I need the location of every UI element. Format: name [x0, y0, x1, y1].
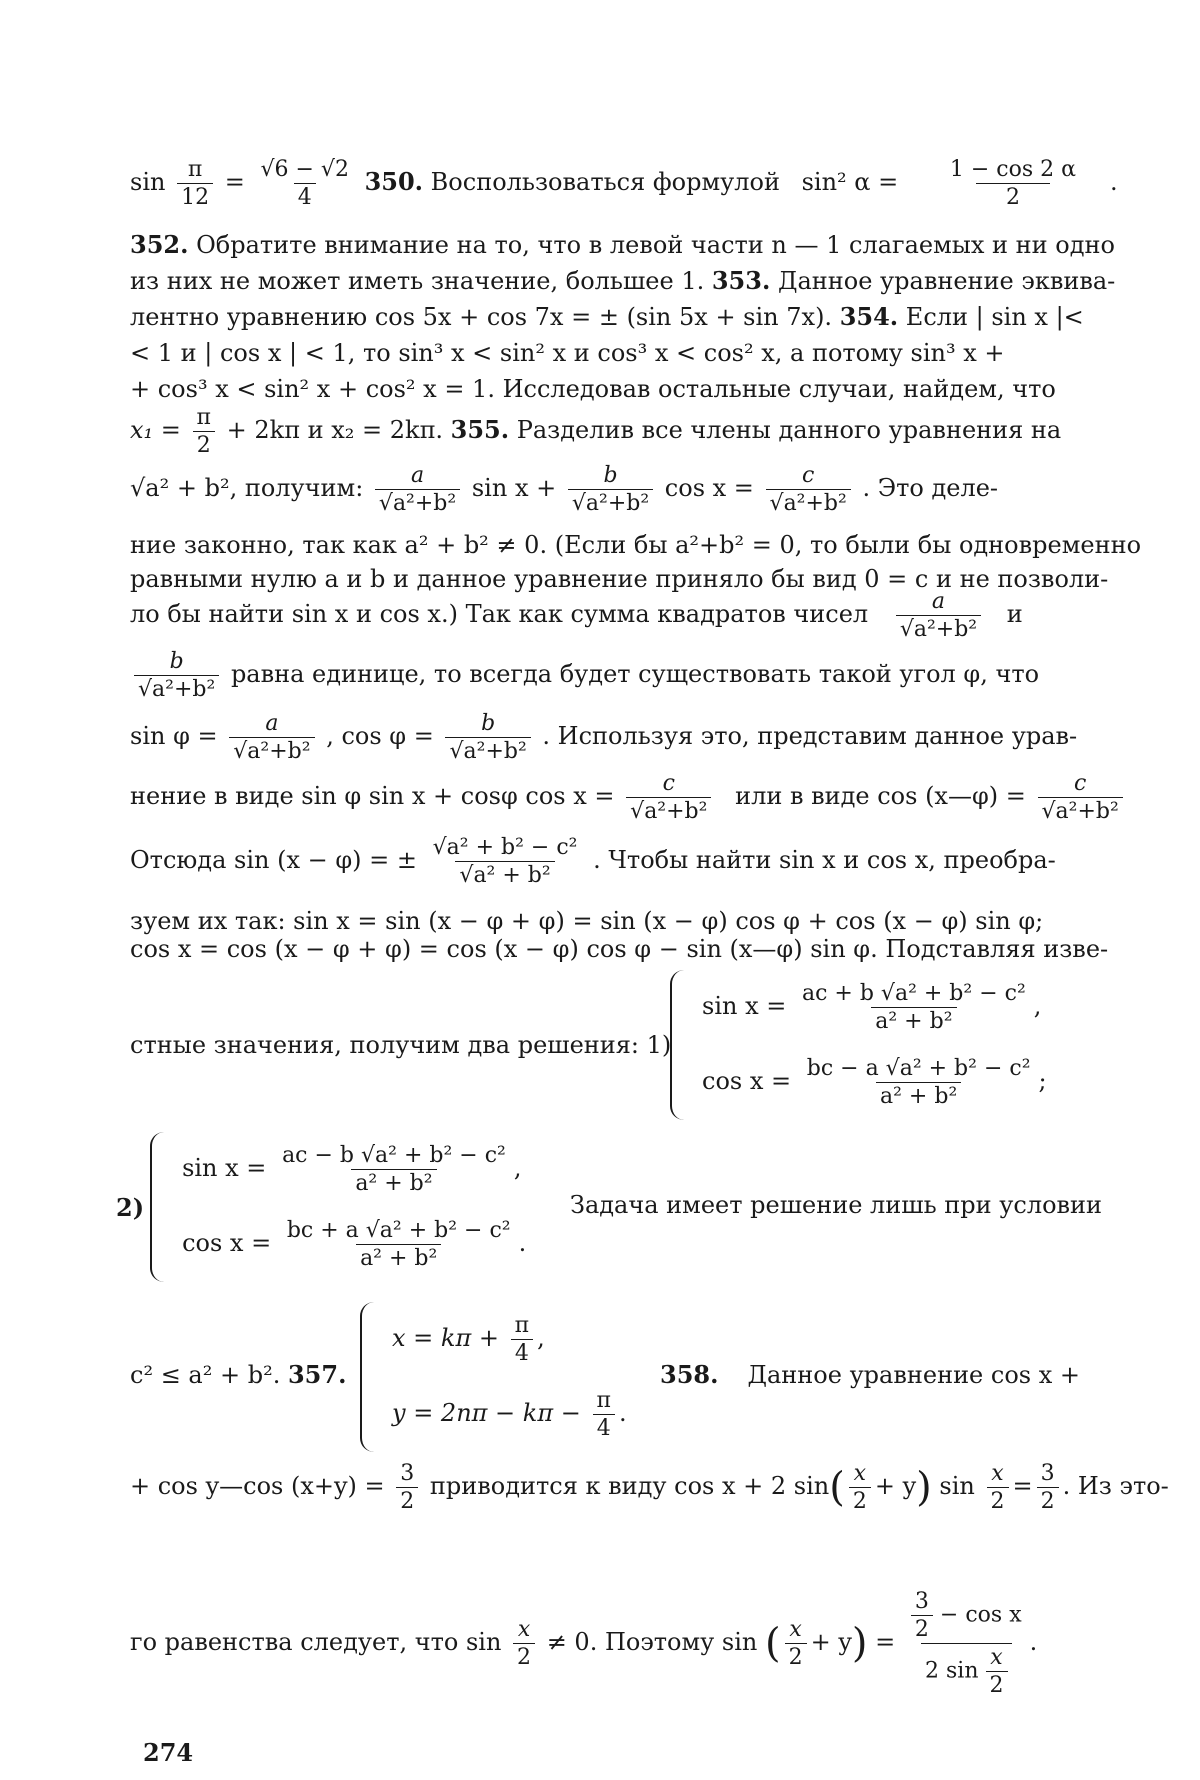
line-16: зуем их так: sin x = sin (x − φ + φ) = sin (x − φ) cos φ + cos (x − φ) sin φ; [130, 907, 1044, 935]
line-17: cos x = cos (x − φ + φ) = cos (x − φ) cos φ − sin (x—φ) sin φ. Подставляя изве- [130, 935, 1109, 963]
sqrt-fraction: $\frac{√6 - √2}{4}$ [260, 157, 349, 211]
line-1: sin $\frac{\pi}{12}$ = $\frac{√6 - √2}{4}$ 350. Воспользоваться формулой sin² α = $\frac{1 - \cos 2 \alpha}{2}$ . [130, 157, 1118, 211]
line-10: равными нулю a и b и данное уравнение приняло бы вид 0 = c и не позволи- [130, 565, 1109, 593]
cos2a-fraction: $\frac{1 - \cos 2 \alpha}{2}$ [949, 157, 1077, 211]
line-12: $\frac{b}{\text{√a²+b²}}$ равна единице, то всегда будет существовать такой угол φ, что [130, 650, 1039, 701]
system-1: sin x = $\frac{\text{ac + b √a² + b² − c²}}{\text{a² + b²}}$ , cos x = $\frac{\text{bc − a √a² + b² − c²}}{\text{a² + b²}}$ ; [670, 970, 1047, 1120]
line-5: < 1 и | cos x | < 1, то sin³ x < sin² x и cos³ x < cos² x, а потому sin³ x + [130, 339, 1005, 367]
line-18: стные значения, получим два решения: 1) [130, 1031, 672, 1059]
line-2: 352. Обратите внимание на то, что в левой части n — 1 слагаемых и ни одно [130, 230, 1115, 259]
line-21: го равенства следует, что sin $\frac{x}{2}$ ≠ 0. Поэтому sin ( $\frac{x}{2}$ + y) = $\frac{3}{2}$ − cos x 2 sin $\frac{x}{2}$ . [130, 1589, 1038, 1699]
brace-2 [150, 1132, 170, 1282]
line-8: √a² + b², получим: $\frac{a}{\text{√a²+b²}}$ sin x + $\frac{b}{\text{√a²+b²}}$ cos x = $\frac{c}{\text{√a²+b²}}$ . Это деле- [130, 463, 998, 517]
line-19: c² ≤ a² + b². 357. [130, 1360, 347, 1389]
line-20: + cos y—cos (x+y) = $\frac{3}{2}$ приводится к виду cos x + 2 sin( $\frac{x}{2}$ + y) sin $\frac{x}{2}$ = $\frac{3}{2}$ . Из это- [130, 1461, 1169, 1515]
sin-text: sin [130, 168, 166, 197]
line-3: из них не может иметь значение, большее 1. 353. Данное уравнение эквива- [130, 266, 1116, 295]
pi-over-12: $\frac{\pi}{12}$ [177, 158, 213, 209]
page-number: 274 [143, 1738, 194, 1767]
system-2-label: 2) [116, 1192, 145, 1222]
brace-3 [360, 1302, 380, 1452]
line-system2-text: Задача имеет решение лишь при условии [570, 1191, 1103, 1219]
brace-1 [670, 970, 690, 1120]
line-4: лентно уравнению cos 5x + cos 7x = ± (sin 5x + sin 7x). 354. Если | sin x |< [130, 302, 1084, 331]
line-13: sin φ = $\frac{a}{\text{√a²+b²}}$ , cos φ = $\frac{b}{\text{√a²+b²}}$ . Используя это, представим данное урав- [130, 711, 1078, 765]
line-11: ло бы найти sin x и cos x.) Так как сумма квадратов чисел $\frac{a}{\text{√a²+b²}}$ и [130, 589, 1023, 643]
line-19-right: 358. Данное уравнение cos x + [660, 1360, 1080, 1389]
problem-number: 350. [364, 167, 424, 197]
line-7: x₁ = $\frac{\pi}{2}$ + 2kπ и x₂ = 2kπ. 355. Разделив все члены данного уравнения на [130, 405, 1062, 459]
line-6: + cos³ x < sin² x + cos² x = 1. Исследовав остальные случаи, найдем, что [130, 375, 1056, 403]
line-9: ние законно, так как a² + b² ≠ 0. (Если бы a²+b² = 0, то были бы одновременно [130, 531, 1142, 559]
line-15: Отсюда sin (x − φ) = ± $\frac{\text{√a² + b² − c²}}{\text{√a² + b²}}$ . Чтобы найти sin x и cos x, преобра- [130, 835, 1056, 889]
line-14: нение в виде sin φ sin x + cosφ cos x = $\frac{c}{\text{√a²+b²}}$ или в виде cos (x—φ) = $\frac{c}{\text{√a²+b²}}$ [130, 772, 1127, 823]
system-2: 2) sin x = $\frac{\text{ac − b √a² + b² − c²}}{\text{a² + b²}}$ , cos x = $\frac{\text{bc + a √a² + b² − c²}}{\text{a² + b²}}$ . [116, 1132, 526, 1282]
system-3: x = kπ + $\frac{\pi}{4}$ , y = 2nπ − kπ − $\frac{\pi}{4}$ . [360, 1302, 627, 1452]
